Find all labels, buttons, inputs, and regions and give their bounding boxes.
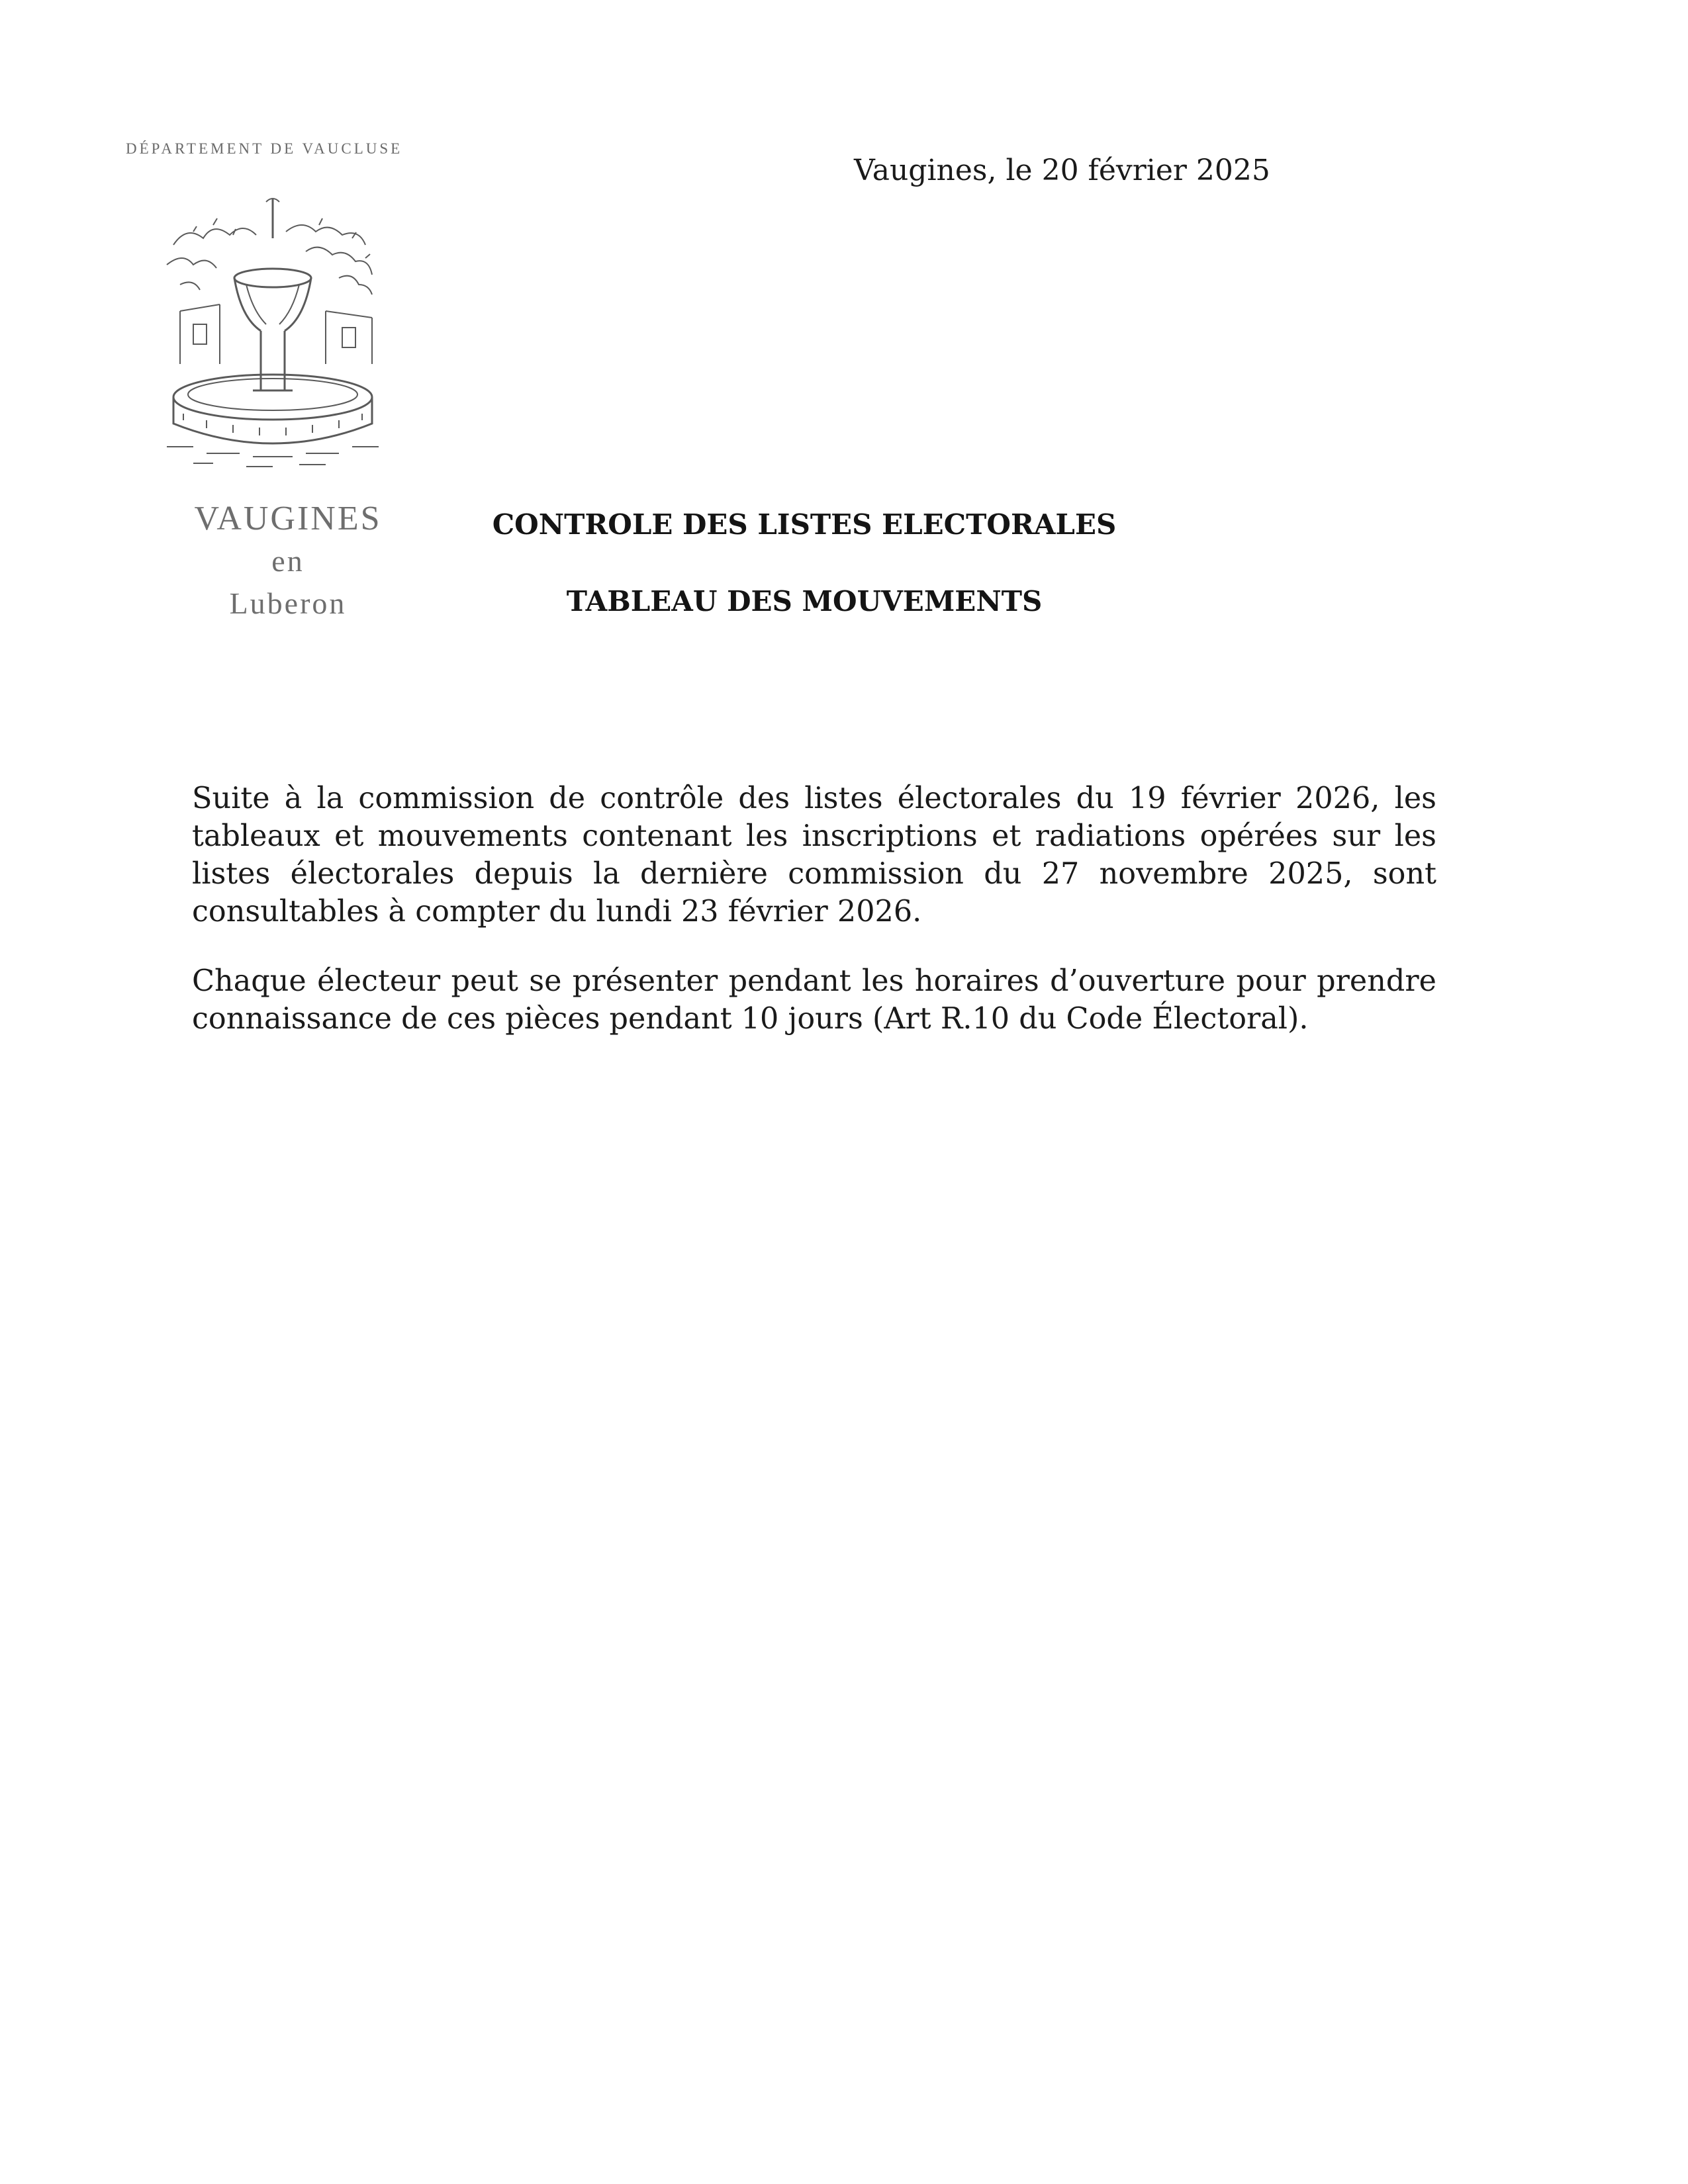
body-paragraph-1: Suite à la commission de contrôle des listes électorales du 19 février 2026, les tableaux et mouvements contenant les inscriptions et radiations opérées sur les listes électorales depuis la dernière commission du 27 novembre 2025, sont consultables à compter du lundi 23 février 2026.: [192, 782, 1436, 929]
document-title: CONTROLE DES LISTES ELECTORALES: [492, 508, 1117, 541]
document-subtitle: TABLEAU DES MOUVEMENTS: [566, 585, 1043, 617]
fountain-illustration-icon: [154, 185, 399, 477]
department-label: DÉPARTEMENT DE VAUCLUSE: [126, 140, 403, 157]
town-name: VAUGINES: [194, 500, 382, 537]
document-date: Vaugines, le 20 février 2025: [854, 154, 1270, 187]
town-region: Luberon: [229, 586, 347, 620]
town-name-connector: en: [271, 544, 305, 578]
town-name-block: [132, 498, 444, 625]
body-paragraph-2: Chaque électeur peut se présenter pendant les horaires d’ouverture pour prendre connaissance de ces pièces pendant 10 jours (Art R.10 du Code Électoral).: [192, 964, 1436, 1036]
